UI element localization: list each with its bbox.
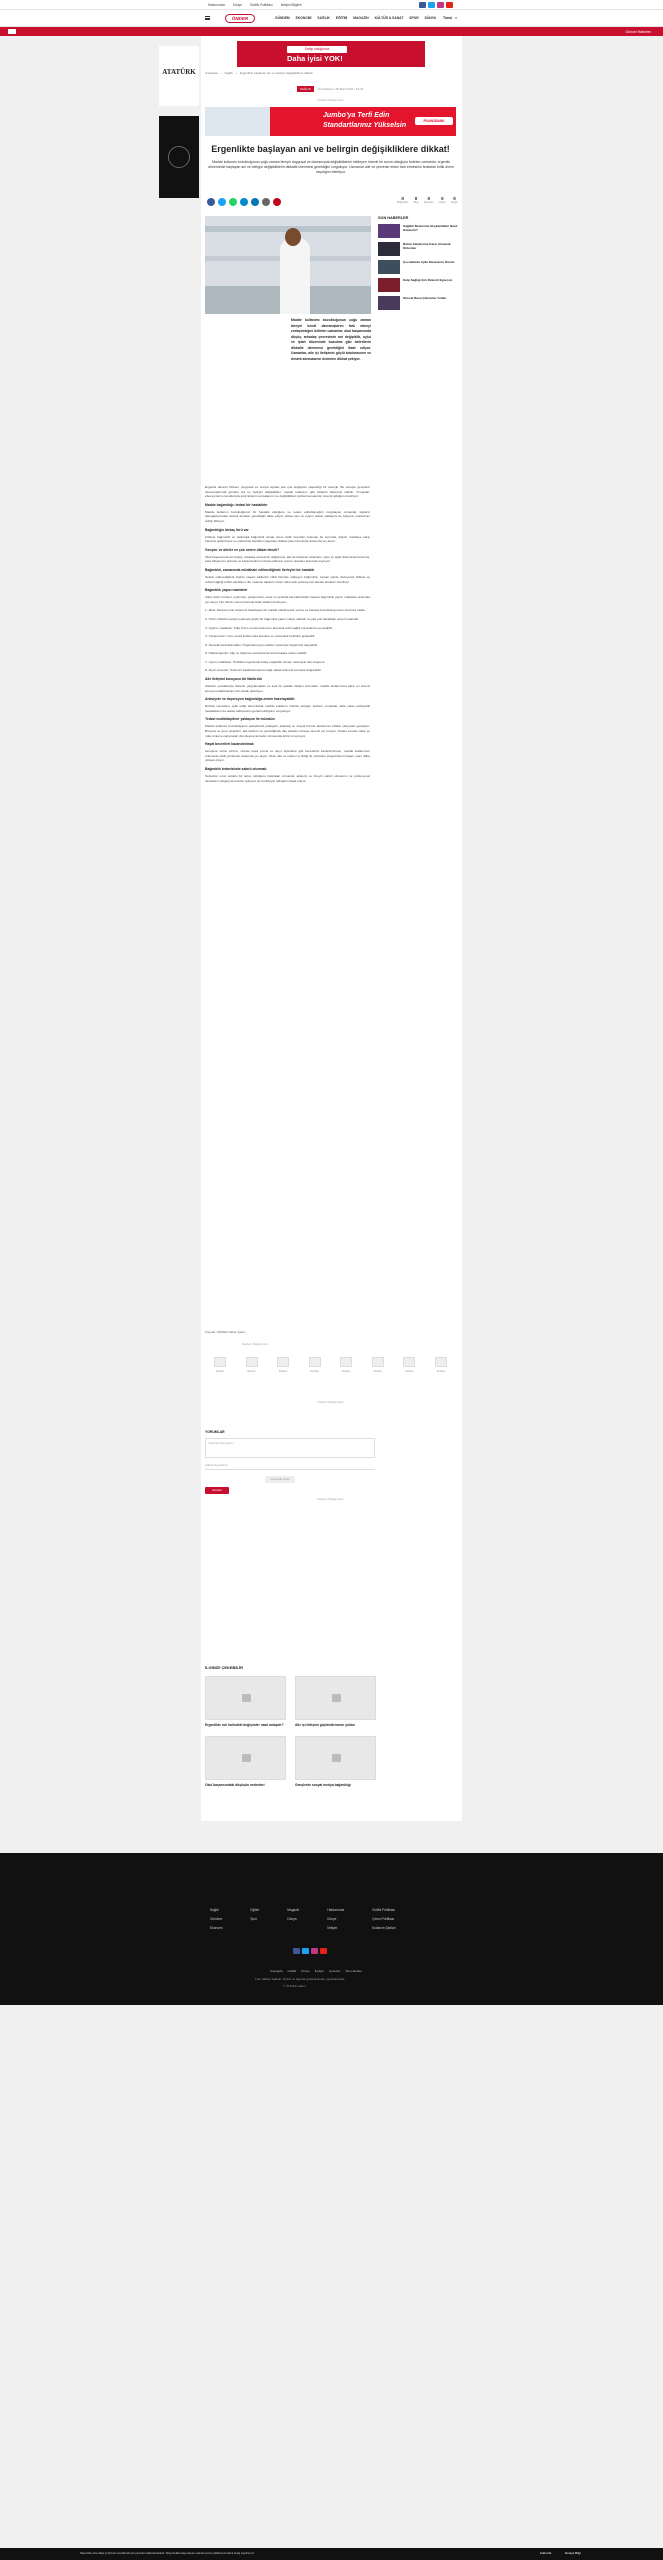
cookie-accept-button[interactable]: Kabul Et <box>540 2551 552 2555</box>
comment-textarea[interactable]: Yorumunuzu yazın... <box>205 1438 375 1458</box>
ad-caption: Reklam <box>278 1370 288 1373</box>
instagram-icon[interactable] <box>437 2 444 8</box>
ad-label-3: Reklam Bağlantıları <box>317 1400 344 1404</box>
breaking-news-bar <box>0 27 663 36</box>
facebook-icon[interactable] <box>419 2 426 8</box>
sidebar-thumb <box>378 278 400 292</box>
footer-bottom-link[interactable]: Anasayfa <box>270 1969 283 1973</box>
reactions <box>397 196 458 204</box>
bottom-ad[interactable] <box>331 1357 361 1381</box>
article-paragraph: Alkol, tütün ürünleri, uyarıcılar, yatıştırıcılar, esrar ve sentetik kannabinoidler başlıca bağımlılık yapıcı maddeler arasında yer alıyor. Her birinin vücut üzerinde farklı etkileri bulunuyor. <box>205 595 370 604</box>
footer-bottom-link[interactable]: Gizlilik <box>287 1969 297 1973</box>
captcha[interactable]: Güvenlik Kodu <box>265 1476 295 1483</box>
article-date: Güncelleme: 28 Mart 2023 - 13:44 <box>317 87 364 91</box>
footer-column <box>372 1908 396 1930</box>
comment-form <box>205 1430 456 1494</box>
related-news <box>205 1665 456 1787</box>
sidebar-news-title: Çocuklarda Uyku Düzeninin Önemi <box>403 260 455 264</box>
top-social <box>419 2 453 8</box>
footer-link[interactable]: Dünya <box>287 1917 297 1921</box>
ad-caption: Reklam <box>405 1370 414 1373</box>
send-comment-button[interactable]: Gönder <box>205 1487 229 1494</box>
article-paragraph: 7- Uçucu maddeler: Özellikle ergenlerde kolay erişilebilir olması nedeniyle risk oluşturur. <box>205 659 326 664</box>
footer-bottom-link[interactable]: Site Haritası <box>345 1969 362 1973</box>
article-subheading: Bağımlılık, zamanında müdahale edilmediğinde ilerleyici bir hastalık <box>205 567 315 572</box>
article-image-caption: Madde kullanımı bozukluğunun çoğu zaman bireyin kendi davranışlarını fark etmeyi zorlaştırdığını belirten uzmanlar, okul başarısında düşüş, arkadaş çevresinde ani değişiklik, uyku ve iştah düzeninde bozulma gibi belirtilerin dikkatle izlenmesi gerektiğini ifade ediyor. Uzmanlar, aile içi iletişimin güçlü tutulmasının ve destek alınmasının önemine dikkat çekiyor. <box>291 318 371 361</box>
bottom-ad[interactable] <box>268 1357 298 1381</box>
related-title: Aile içi iletişimi güçlendirmenin yolları <box>295 1723 355 1727</box>
sidebar-news-item[interactable] <box>378 296 458 310</box>
footer-link[interactable]: Eğitim <box>250 1908 260 1912</box>
related-heading: İLGİNİZİ ÇEKEBİLİR <box>205 1665 243 1670</box>
sidebar-latest <box>378 216 458 314</box>
ad-label-4: Reklam Bağlantıları <box>317 1497 344 1501</box>
footer-bottom-link[interactable]: İletişim <box>314 1969 325 1973</box>
related-title: Gençlerde sosyal medya bağımlılığı <box>295 1782 351 1787</box>
banner2-line2: Standartlarınız Yükselsin <box>323 122 407 129</box>
sidebar-news-title: Bahar Alerjilerine Karşı Alınacak Önlemler <box>403 242 451 250</box>
nav-right <box>443 15 457 20</box>
article-paragraph: Ergenlik dönemi fiziksel, duygusal ve sosyal açıdan pek çok değişimin yaşandığı bir süreçtir. Bu süreçte gençlerin davranışlarında görülen ani ve belirgin değişiklikler, madde kullanımı gibi risklerin habercisi olabilir. Uzmanlar, ebeveynlerin çocuklarıyla açık iletişim kurmalarının ve değişiklikleri gözlemlemelerinin önemli olduğunu belirtiyor. <box>205 485 370 499</box>
footer-link[interactable]: Kullanım Şartları <box>372 1926 396 1930</box>
sidebar-thumb <box>378 224 400 238</box>
sidebar-news-title: Kalp Sağlığı İçin Düzenli Egzersiz <box>403 278 453 282</box>
reaction-count: 0 <box>401 196 404 201</box>
footer-link[interactable]: Sağlık <box>210 1908 219 1912</box>
article-subheading: Gençler ve aileler en çok nelere dikkat etmeli? <box>205 547 280 552</box>
nav-item[interactable]: GÜNDEM <box>275 16 290 20</box>
article-paragraph: Ruhsal sorunların eşlik ettiği durumlarda madde kullanım riskinin arttığını belirten uzmanlar, altta yatan psikiyatrik hastalıkların da tedavi edilmesinin gerekli olduğunu vurguluyor. <box>205 704 370 713</box>
article-subheading: Bağımlılık yapıcı maddeler <box>205 588 248 593</box>
reaction-count: 0 <box>427 196 430 201</box>
banner-line1: Sahip olduğunuz <box>287 46 347 53</box>
article-paragraph: Tedavinin uzun soluklu bir süreç olduğunu hatırlatan uzmanlar, ailelerin ve bireyin sabırlı olmasının ve profesyonel destekten vazgeçmemesinin iyileşme için belirleyici olduğunu ifade ediyor. <box>205 774 370 783</box>
article-paragraph: 8- Afyon türevleri: Solunum baskılanmasına bağlı olarak ölümcül sonuçlar doğurabilir. <box>205 668 322 673</box>
article-paragraph: Fiziksel bağımlılık ve psikolojik bağımlılık olmak üzere farklı boyutları bulunan bu sorunda, kişinin maddeye karşı tolerans geliştirmesi ve yoksunluk belirtileri yaşaması dikkat çeken durumlar arasında yer alıyor. <box>205 534 370 544</box>
article-paragraph: 1- Alkol: Merkezi sinir sistemini baskılayan bir madde olarak karar verme ve hareket koordinasyonunu olumsuz etkiler. <box>205 608 366 613</box>
article-body <box>205 485 370 787</box>
ad-image <box>435 1357 447 1367</box>
footer <box>0 1853 663 2005</box>
sidebar-news-item[interactable] <box>378 278 458 292</box>
twitter-icon[interactable] <box>428 2 435 8</box>
related-image <box>295 1736 376 1780</box>
footer-column <box>250 1908 259 1930</box>
instagram-icon[interactable] <box>311 1948 318 1954</box>
article-paragraph: Madde kullanım bozukluğunun tedavisinde psikiyatri, psikoloji ve sosyal hizmet alanlarının birlikte çalışması gerekiyor. Bireysel ve grup terapileri, aile katılımı ve gerektiğinde ilaç tedavisi süreçte önemli yer tutuyor. Tedavi sonrası takip ve nüks önleme çalışmaları da iyileşmenin kalıcı olmasında kritik rol oynuyor. <box>205 724 370 738</box>
related-image <box>295 1676 376 1720</box>
top-banner-ad[interactable] <box>237 41 425 67</box>
sidebar-thumb <box>378 242 400 256</box>
related-card[interactable] <box>295 1676 376 1728</box>
youtube-icon[interactable] <box>320 1948 327 1954</box>
breadcrumb-separator: › <box>235 71 237 75</box>
reaction[interactable] <box>451 196 458 204</box>
nav-item[interactable]: SPOR <box>409 16 419 20</box>
main-navbar <box>0 10 663 27</box>
nav-item[interactable]: MAGAZİN <box>353 16 369 20</box>
top-utility-bar <box>0 0 663 10</box>
cookie-text: Sitemizde size daha iyi hizmet verebilmek için çerezler kullanılmaktadır. Siteyi kullanmaya devam ederek çerez politikamızı kabul etmiş sayılırsınız. <box>80 2552 255 2555</box>
footer-social <box>293 1948 327 1954</box>
bottom-ad[interactable] <box>363 1357 393 1381</box>
bottom-ad[interactable] <box>426 1357 456 1381</box>
top-link[interactable]: Gizlilik Politikası <box>249 3 273 7</box>
reaction-label: Beğendim <box>397 201 409 204</box>
flag-icon <box>8 29 16 34</box>
reaction[interactable] <box>424 196 434 204</box>
ad-caption: Reklam <box>373 1370 383 1373</box>
facebook-icon[interactable] <box>293 1948 300 1954</box>
share-buttons <box>207 198 281 206</box>
ad-image <box>340 1357 352 1367</box>
footer-copyright-2: © ÖNDER Haber <box>283 1984 306 1988</box>
footer-link[interactable]: Magazin <box>287 1908 300 1912</box>
name-field[interactable]: Adınız Soyadınız <box>205 1463 375 1470</box>
bottom-ads <box>205 1357 456 1381</box>
article-subheading: Madde bağımlılığı: tedavi bir hastalıktır <box>205 502 268 507</box>
sidebar-news-item[interactable] <box>378 224 458 238</box>
menu-icon[interactable] <box>205 16 210 20</box>
finansbank-banner-ad[interactable] <box>205 107 456 136</box>
reaction-count: 0 <box>414 196 418 201</box>
footer-link[interactable]: Ekonomi <box>210 1926 223 1930</box>
ad-image <box>246 1357 258 1367</box>
breadcrumb-item: Ergenlikte başlayan ani ve belirgin değişikliklere dikkat! <box>239 71 313 75</box>
top-link[interactable]: Künye <box>232 3 242 7</box>
bottom-ad[interactable] <box>394 1357 424 1381</box>
twitter-share-icon[interactable] <box>218 198 226 206</box>
bottom-ad[interactable] <box>205 1357 235 1381</box>
footer-column <box>287 1908 299 1930</box>
ad-caption: Reklam <box>342 1370 351 1373</box>
ad-image <box>214 1357 226 1367</box>
left-skyscraper-ad-2[interactable] <box>159 116 199 198</box>
bottom-ad[interactable] <box>237 1357 267 1381</box>
top-link[interactable]: Hakkımızda <box>208 3 225 7</box>
cookie-bar <box>0 2548 663 2560</box>
sidebar-news-title: Sağlıklı Beslenme Alışkanlıkları Nasıl Kazanılır? <box>403 224 458 232</box>
related-card[interactable] <box>295 1736 376 1788</box>
article-paragraph: 5- Sentetik kannabinoidler: Öngörülemeyen etkileri nedeniyle hayati risk taşıyabilir. <box>205 642 318 647</box>
breadcrumb-separator: › <box>220 71 222 75</box>
footer-column <box>327 1908 344 1930</box>
nav-item[interactable]: SAĞLIK <box>317 16 330 20</box>
reaction-label: Üzgün <box>438 201 446 204</box>
article-lead: Madde kullanım bozukluğunun çoğu zaman bireyin duygusal ve davranışsal değişikliklerini etkileyen önemli bir sorun olduğunu belirten uzmanlar, ergenlik döneminde başlayan ani ve belirgin değişikliklerin dikkatle izlenmesi gerektiğini vurguluyor. Uzmanlar aile ve çevrenin erken fark etmesinin tedavide kritik önem taşıdığını belirtiyor. <box>208 160 454 175</box>
ad-caption: Reklam <box>215 1370 225 1373</box>
telegram-share-icon[interactable] <box>240 198 248 206</box>
ad-image <box>309 1357 321 1367</box>
article-subheading: Bağımlılık tedavisinde sabırlı olunmalı <box>205 767 267 771</box>
footer-link[interactable]: Spor <box>250 1917 258 1921</box>
breadcrumb-item[interactable]: Sağlık <box>224 71 233 75</box>
banner-line2: Daha iyisi YOK! <box>287 54 343 63</box>
footer-copyright: Tüm hakları saklıdır. İzinsiz ve kaynak gösterilmeden yayınlanamaz. <box>255 1977 346 1981</box>
breadcrumb <box>205 71 313 75</box>
article-title: Ergenlikte başlayan ani ve belirgin değişikliklere dikkat! <box>211 144 450 154</box>
article-subheading: Anksiyete ve depresyon bağımlılığa zemin hazırlayabilir <box>205 697 295 702</box>
bottom-ad[interactable] <box>300 1357 330 1381</box>
clock-icon <box>168 146 190 168</box>
article-paragraph: 6- Halüsinojenler: Algı ve düşünce süreçlerinde bozulmalara neden olabilir. <box>205 651 308 656</box>
top-link[interactable]: İletişim Bilgileri <box>280 3 302 7</box>
footer-link[interactable]: Künye <box>327 1917 337 1921</box>
ad-label-2: Reklam Bağlantıları <box>241 1342 269 1346</box>
footer-link[interactable]: Gündem <box>210 1917 223 1921</box>
article-paragraph: Ailelerin çocuklarıyla düzenli, yargılamadan ve açık bir şekilde iletişim kurmaları, madde kullanımına karşı en önemli koruyucu faktörlerden biri olarak görülüyor. <box>205 684 370 693</box>
reaction-count: 0 <box>453 196 456 201</box>
nav-more[interactable]: Tümü <box>443 15 452 20</box>
article-subheading: Tedavi multidisipliner yaklaşım ile mümkün <box>205 717 275 722</box>
nav-item[interactable]: KÜLTÜR & SANAT <box>374 16 404 20</box>
article-source: Kaynak: ÖNDER Haber Ajansı <box>205 1330 246 1334</box>
skyscraper-title: ATATÜRK <box>162 68 196 76</box>
search-icon[interactable]: ⌕ <box>454 15 458 20</box>
ad-caption: Reklam <box>310 1370 319 1373</box>
cookie-info-link[interactable]: Detaylı Bilgi <box>565 2551 581 2555</box>
article-paragraph: 3- Uyarıcı maddeler: Kalp hızını ve kan basıncını artırarak ciddi sağlık sorunlarına yol açabilir. <box>205 625 333 630</box>
reaction[interactable] <box>439 196 446 204</box>
breadcrumb-item[interactable]: Anasayfa <box>205 71 218 75</box>
comments-heading: YORUMLAR <box>205 1430 225 1434</box>
top-links <box>208 3 302 7</box>
sidebar-news-title: Stresle Başa Çıkmanın Yolları <box>403 296 447 300</box>
nav-items <box>275 16 436 20</box>
sidebar-news-item[interactable] <box>378 242 458 256</box>
whatsapp-share-icon[interactable] <box>229 198 237 206</box>
ad-label: Reklam Bağlantıları <box>317 98 344 102</box>
facebook-share-icon[interactable] <box>207 198 215 206</box>
article-paragraph: Tedavi edilmediğinde kişinin yaşam kalitesini ciddi biçimde etkileyen bağımlılık, zaman içinde ilerleyerek fiziksel ve ruhsal sağlığı tehdit edebiliyor. Bu nedenle ailelerin erken dönemde profesyonel destek almaları öneriliyor. <box>205 574 370 584</box>
ad-caption: Reklam <box>247 1370 256 1373</box>
pinterest-share-icon[interactable] <box>273 198 281 206</box>
reaction-label: Şaşırdım <box>423 201 434 204</box>
reaction[interactable] <box>413 196 418 204</box>
footer-link[interactable]: Çerez Politikası <box>372 1917 395 1921</box>
nav-item[interactable]: DÜNYA <box>424 16 437 20</box>
ad-caption: Reklam <box>436 1370 446 1373</box>
site-logo[interactable]: ÖNDER <box>225 14 255 23</box>
linkedin-share-icon[interactable] <box>251 198 259 206</box>
sidebar-thumb <box>378 296 400 310</box>
footer-link[interactable]: İletişim <box>327 1926 338 1930</box>
related-card[interactable] <box>205 1736 286 1788</box>
ad-image <box>372 1357 384 1367</box>
footer-link[interactable]: Gizlilik Politikası <box>372 1908 396 1912</box>
youtube-icon[interactable] <box>446 2 453 8</box>
sidebar-thumb <box>378 260 400 274</box>
article-paragraph: 2- Tütün: Nikotin içeriği nedeniyle güçlü bir bağımlılık yapıcı etkiye sahiptir ve pek çok hastalığın temel nedenidir. <box>205 616 359 621</box>
article-paragraph: Madde kullanım bozukluğunun bir hastalık olduğunu ve tedavi edilebileceğini vurgulayan uzmanlar, kişilerin damgalanmadan destek almaları gerektiğini ifade ediyor. Erken tanı ve uygun tedavi yaklaşımı ile iyileşme oranlarının arttığı biliniyor. <box>205 509 370 523</box>
sidebar-heading: SON HABERLER <box>378 216 409 220</box>
article-paragraph: 4- Yatıştırıcılar: Uzun süreli kullanımda tolerans ve yoksunluk belirtileri gelişebilir. <box>205 634 316 639</box>
footer-bottom-link[interactable]: Künye <box>301 1969 310 1973</box>
related-title: Okul başarısındaki düşüşün nedenleri <box>205 1782 265 1787</box>
article-paragraph: Okul başarısında ani düşüş, arkadaş çevresinin değişmesi, aile ile iletişimin azalması, uyku ve iştah düzeninde bozulma, para ihtiyacının artması ve kişisel bakımın ihmal edilmesi uyarıcı işaretler arasında sayılıyor. <box>205 554 370 564</box>
related-title: Ergenlikte ruh halindeki değişimler nasıl anlaşılır? <box>205 1723 284 1727</box>
reaction-label: Kızgın <box>450 201 459 204</box>
sidebar-news-item[interactable] <box>378 260 458 274</box>
article-meta <box>297 86 363 92</box>
article-subheading: Bağımlılığın birkaç türü var <box>205 527 249 532</box>
banner2-line1: Jumbo'ya Terfi Edin <box>323 112 390 119</box>
related-image <box>205 1736 286 1780</box>
banner2-brand: FİNANSBANK <box>415 117 453 125</box>
article-main-image <box>205 216 371 314</box>
email-share-icon[interactable] <box>262 198 270 206</box>
related-card[interactable] <box>205 1676 286 1728</box>
reaction[interactable] <box>397 196 408 204</box>
article-paragraph: Gençlere sorun çözme, stresle başa çıkma ve hayır diyebilme gibi becerilerin kazandırılması, madde kullanımını önlemede etkili yöntemler arasında yer alıyor. Okul, aile ve toplum iş birliği ile yürütülen programların başarı oranı daha yüksek oluyor. <box>205 749 370 763</box>
breaking-news-label[interactable]: Güncel Haberler <box>625 29 651 34</box>
banner-image <box>205 107 270 136</box>
article-subheading: Aile iletişimi koruyucu bir faktördür <box>205 677 263 682</box>
nav-item[interactable]: EKONOMİ <box>295 16 312 20</box>
reaction-label: Alkış <box>413 201 419 204</box>
article-subheading: Hayat becerileri kazandırılmalı <box>205 742 254 747</box>
footer-bottom-link[interactable]: Çerezler <box>329 1969 341 1973</box>
twitter-icon[interactable] <box>302 1948 309 1954</box>
left-skyscraper-ad[interactable] <box>159 46 199 106</box>
reaction-count: 0 <box>441 196 444 201</box>
footer-column <box>210 1908 222 1930</box>
related-image <box>205 1676 286 1720</box>
footer-link[interactable]: Hakkımızda <box>327 1908 345 1912</box>
ad-image <box>277 1357 289 1367</box>
nav-item[interactable]: EĞİTİM <box>335 16 348 20</box>
category-badge[interactable]: SAĞLIK <box>297 86 314 92</box>
ad-image <box>403 1357 415 1367</box>
